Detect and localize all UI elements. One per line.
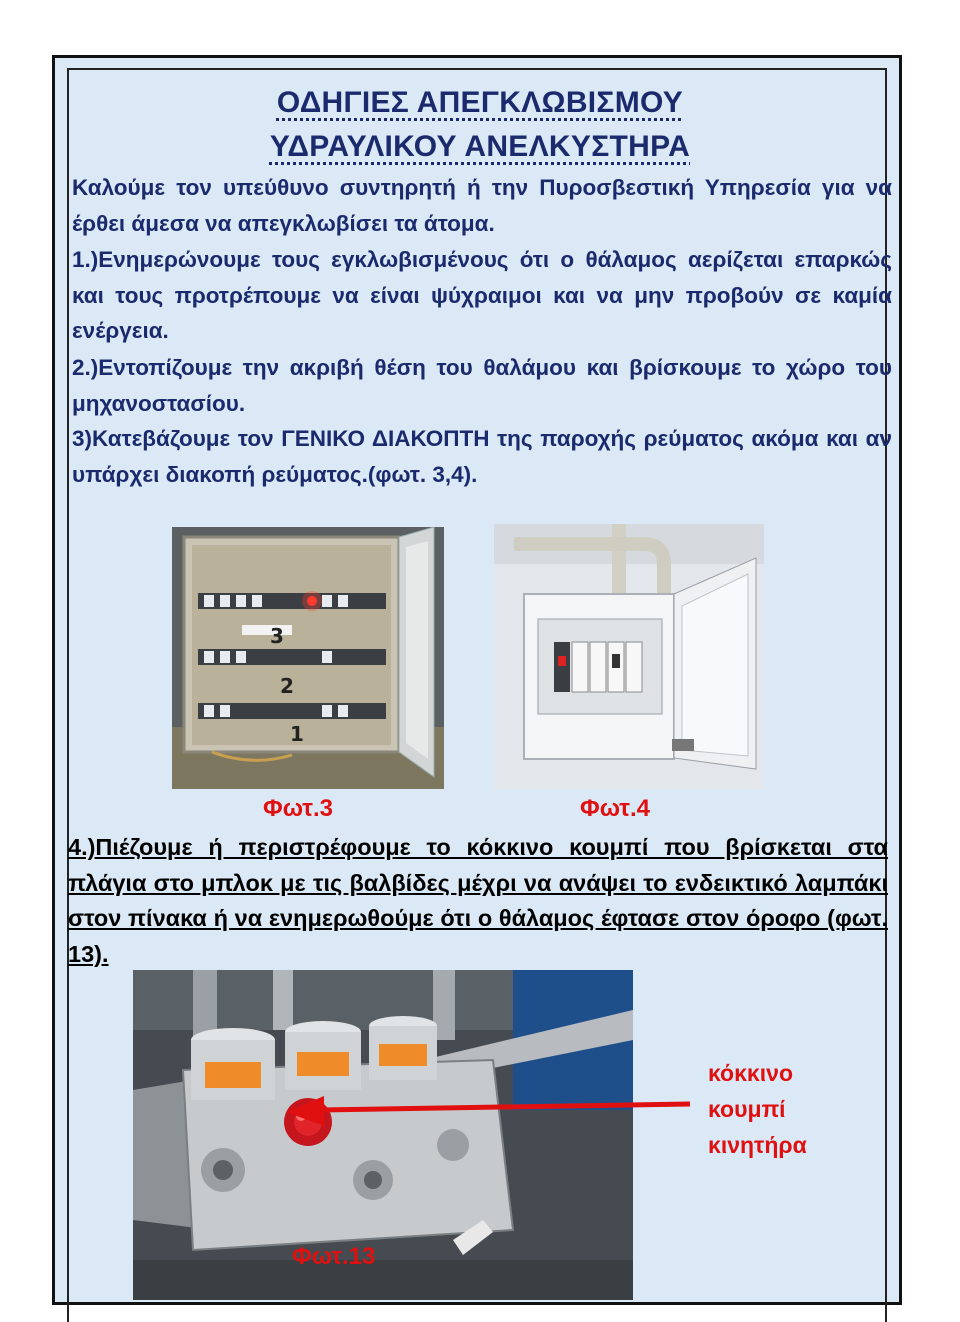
- caption-photo-3: Φωτ.3: [263, 795, 334, 822]
- photo-3-electrical-panel: [172, 527, 444, 789]
- intro-paragraph: Καλούμε τον υπεύθυνο συντηρητή ή την Πυροσβεστική Υπηρεσία για να έρθει άμεσα να απεγκλωβίσει τα άτομα.: [72, 175, 892, 236]
- annotation-line-1: κόκκινο: [708, 1060, 793, 1086]
- step-2-paragraph: 2.)Εντοπίζουμε την ακριβή θέση του θαλάμου και βρίσκουμε το χώρο του μηχανοστασίου.: [72, 355, 892, 416]
- step-4-paragraph: 4.)Πιέζουμε ή περιστρέφουμε το κόκκινο κουμπί που βρίσκεται στα πλάγια στο μπλοκ με τις βαλβίδες μέχρι να ανάψει το ενδεικτικό λαμπάκι στον πίνακα ή να ενημερωθούμε ότι ο θάλαμος έφτασε στον όροφο (φωτ. 13).: [68, 834, 888, 967]
- photo-13-valve-block: [133, 970, 633, 1300]
- panel-label-3: 3: [270, 624, 284, 648]
- annotation-line-3: κινητήρα: [708, 1132, 807, 1158]
- title-line-1: ΟΔΗΓΙΕΣ ΑΠΕΓΚΛΩΒΙΣΜΟΥ: [276, 86, 684, 119]
- panel-label-2: 2: [280, 674, 294, 698]
- annotation-line-2: κουμπί: [708, 1096, 786, 1122]
- red-arrow-icon: [280, 1090, 700, 1130]
- photo-4-main-switch: [494, 524, 764, 789]
- step-1-paragraph: 1.)Ενημερώνουμε τους εγκλωβισμένους ότι ο θάλαμος αερίζεται επαρκώς και τους προτρέπουμε να είναι ψύχραιμοι και να μην προβούν σε καμία ενέργεια.: [72, 247, 892, 343]
- caption-photo-4: Φωτ.4: [580, 795, 651, 822]
- title-line-2: ΥΔΡΑΥΛΙΚΟΥ ΑΝΕΛΚΥΣΤΗΡΑ: [269, 130, 691, 163]
- step-3-paragraph: 3)Κατεβάζουμε τον ΓΕΝΙΚΟ ΔΙΑΚΟΠΤΗ της παροχής ρεύματος ακόμα και αν υπάρχει διακοπή ρεύματος.(φωτ. 3,4).: [72, 426, 892, 487]
- caption-photo-13: Φωτ.13: [292, 1243, 376, 1270]
- panel-label-1: 1: [290, 722, 304, 746]
